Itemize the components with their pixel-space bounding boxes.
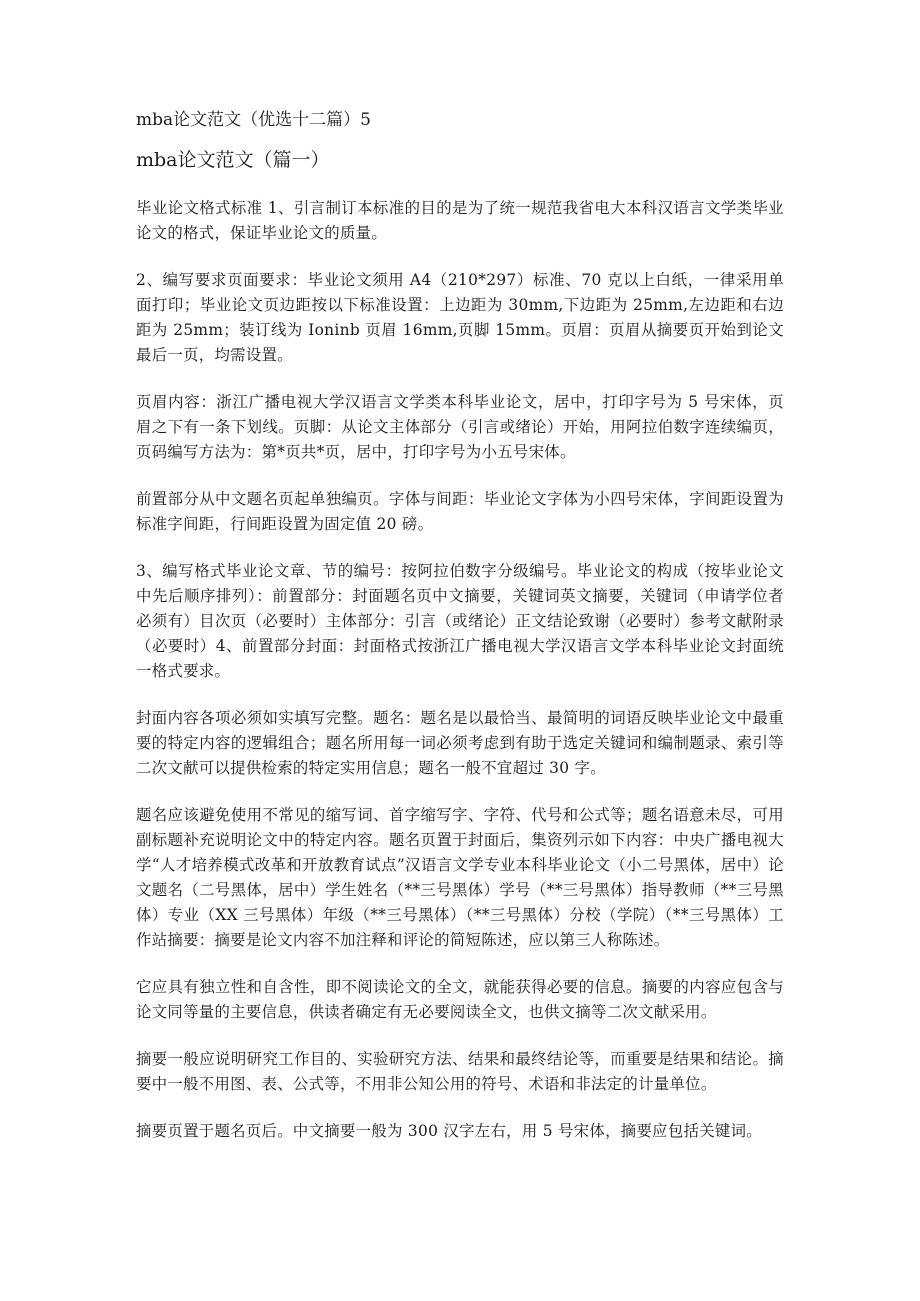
section-title: mba论文范文（篇一） — [136, 149, 330, 171]
paragraph-10: 摘要页置于题名页后。中文摘要一般为 300 汉字左右，用 5 号宋体，摘要应包括关键词。 — [136, 1122, 762, 1140]
paragraph-8: 它应具有独立性和自含性，即不阅读论文的全文，就能获得必要的信息。摘要的内容应包含与论文同等量的主要信息，供读者确定有无必要阅读全文，也供文摘等二次文献采用。 — [136, 978, 784, 1021]
paragraph-6: 封面内容各项必须如实填写完整。题名：题名是以最恰当、最简明的词语反映毕业论文中最重要的特定内容的逻辑组合；题名所用每一词必须考虑到有助于选定关键词和编制题录、索引等二次文献可以提供检索的特定实用信息；题名一般不宜超过 30 字。 — [136, 709, 784, 777]
paragraph-7: 题名应该避免使用不常见的缩写词、首字缩写字、字符、代号和公式等；题名语意未尽，可用副标题补充说明论文中的特定内容。题名页置于封面后，集资列示如下内容：中央广播电视大学“人才培养模式改革和开放教育试点”汉语言文学专业本科毕业论文（小二号黑体，居中）论文题名（二号黑体，居中）学生姓名（**三号黑体）学号（**三号黑体）指导教师（**三号黑体）专业（XX 三号黑体）年级（**三号黑体）（**三号黑体）分校（学院）（**三号黑体）工作站摘要：摘要是论文内容不加注释和评论的简短陈述，应以第三人称陈述。 — [136, 806, 784, 949]
paragraph-3: 页眉内容：浙江广播电视大学汉语言文学类本科毕业论文，居中，打印字号为 5 号宋体，页眉之下有一条下划线。页脚：从论文主体部分（引言或绪论）开始，用阿拉伯数字连续编页，页码编写方法为：第*页共*页，居中，打印字号为小五号宋体。 — [136, 393, 784, 461]
document-page — [136, 108, 784, 1166]
paragraph-9: 摘要一般应说明研究工作目的、实验研究方法、结果和最终结论等，而重要是结果和结论。摘要中一般不用图、表、公式等，不用非公知公用的符号、术语和非法定的计量单位。 — [136, 1050, 784, 1093]
paragraph-1: 毕业论文格式标准 1、引言制订本标准的目的是为了统一规范我省电大本科汉语言文学类毕业论文的格式，保证毕业论文的质量。 — [136, 199, 784, 242]
document-title: mba论文范文（优选十二篇）5 — [136, 110, 371, 130]
paragraph-5: 3、编写格式毕业论文章、节的编号：按阿拉伯数字分级编号。毕业论文的构成（按毕业论文中先后顺序排列）：前置部分：封面题名页中文摘要，关键词英文摘要，关键词（申请学位者必须有）目次页（必要时）主体部分：引言（或绪论）正文结论致谢（必要时）参考文献附录（必要时）4、前置部分封面：封面格式按浙江广播电视大学汉语言文学本科毕业论文封面统一格式要求。 — [136, 562, 784, 680]
paragraph-4: 前置部分从中文题名页起单独编页。字体与间距：毕业论文字体为小四号宋体，字间距设置为标准字间距，行间距设置为固定值 20 磅。 — [136, 490, 784, 533]
paragraph-2: 2、编写要求页面要求：毕业论文须用 A4（210*297）标准、70 克以上白纸，一律采用单面打印；毕业论文页边距按以下标准设置：上边距为 30mm,下边距为 25mm,左边距和右边距为 25mm；装订线为 Ioninb 页眉 16mm,页脚 15mm。页眉：页眉从摘要页开始到论文最后一页，均需设置。 — [136, 271, 784, 364]
